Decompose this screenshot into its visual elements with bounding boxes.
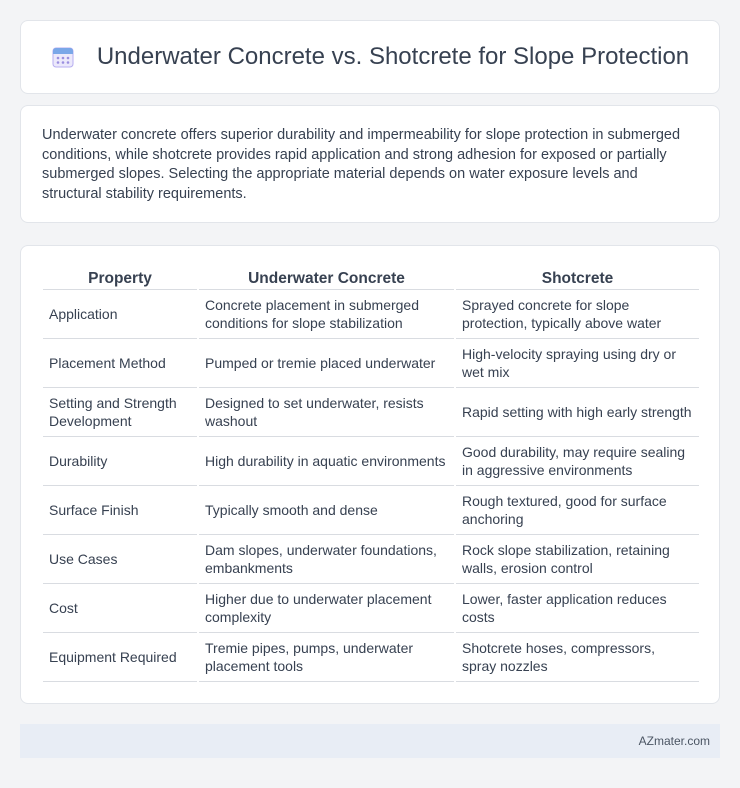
property-cell: Equipment Required (43, 633, 197, 682)
header-underwater-concrete: Underwater Concrete (199, 266, 454, 290)
table-row (43, 535, 699, 584)
comparison-table-card (20, 245, 720, 704)
footer-site-link[interactable]: AZmater.com (638, 734, 710, 748)
underwater-concrete-cell: Higher due to underwater placement complexity (199, 584, 454, 633)
underwater-concrete-cell: Dam slopes, underwater foundations, embankments (199, 535, 454, 584)
property-cell: Use Cases (43, 535, 197, 584)
table-row (43, 633, 699, 682)
shotcrete-cell: Good durability, may require sealing in aggressive environments (456, 437, 699, 486)
shotcrete-cell: Lower, faster application reduces costs (456, 584, 699, 633)
property-cell: Cost (43, 584, 197, 633)
table-header-row (43, 266, 699, 290)
property-cell: Setting and Strength Development (43, 388, 197, 437)
header-shotcrete: Shotcrete (456, 266, 699, 290)
property-cell: Surface Finish (43, 486, 197, 535)
table-row (43, 437, 699, 486)
underwater-concrete-cell: High durability in aquatic environments (199, 437, 454, 486)
property-cell: Application (43, 290, 197, 339)
table-row (43, 388, 699, 437)
calendar-icon (51, 45, 75, 69)
table-row (43, 290, 699, 339)
shotcrete-cell: High-velocity spraying using dry or wet mix (456, 339, 699, 388)
summary-text: Underwater concrete offers superior durability and impermeability for slope protection in submerged conditions, while shotcrete provides rapid application and strong adhesion for exposed or partially submerged slopes. Selecting the appropriate material depends on water exposure levels and structural stability requirements. (42, 127, 681, 202)
property-cell: Placement Method (43, 339, 197, 388)
underwater-concrete-cell: Typically smooth and dense (199, 486, 454, 535)
comparison-table (41, 266, 701, 682)
shotcrete-cell: Sprayed concrete for slope protection, typically above water (456, 290, 699, 339)
table-row (43, 584, 699, 633)
shotcrete-cell: Shotcrete hoses, compressors, spray nozzles (456, 633, 699, 682)
underwater-concrete-cell: Tremie pipes, pumps, underwater placement tools (199, 633, 454, 682)
underwater-concrete-cell: Designed to set underwater, resists washout (199, 388, 454, 437)
header-property: Property (43, 266, 197, 290)
shotcrete-cell: Rock slope stabilization, retaining walls, erosion control (456, 535, 699, 584)
shotcrete-cell: Rough textured, good for surface anchoring (456, 486, 699, 535)
underwater-concrete-cell: Pumped or tremie placed underwater (199, 339, 454, 388)
summary-card (20, 105, 720, 223)
table-row (43, 339, 699, 388)
footer (20, 724, 720, 758)
table-row (43, 486, 699, 535)
underwater-concrete-cell: Concrete placement in submerged conditions for slope stabilization (199, 290, 454, 339)
page-title: Underwater Concrete vs. Shotcrete for Slope Protection (96, 43, 690, 70)
title-card (20, 20, 720, 94)
property-cell: Durability (43, 437, 197, 486)
shotcrete-cell: Rapid setting with high early strength (456, 388, 699, 437)
